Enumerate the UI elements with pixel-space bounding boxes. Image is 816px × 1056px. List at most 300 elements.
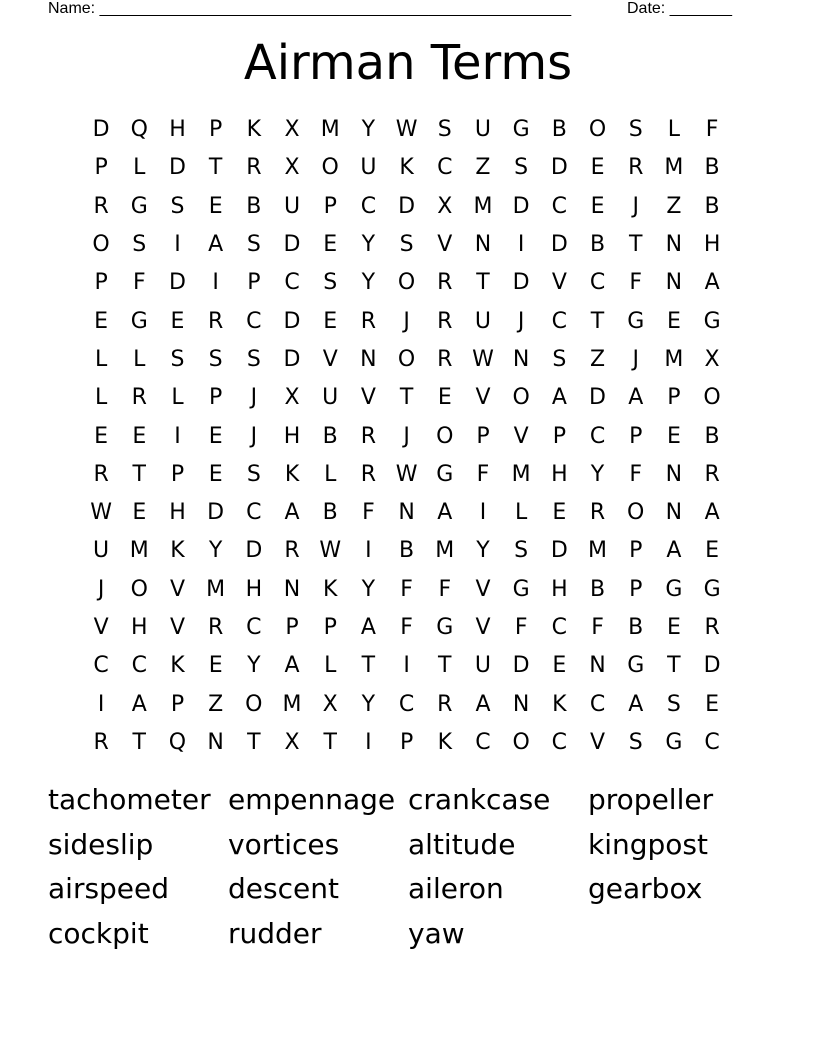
grid-letter[interactable]: S <box>246 461 261 487</box>
grid-letter[interactable]: H <box>551 576 568 602</box>
grid-letter[interactable]: Q <box>130 117 148 143</box>
grid-letter[interactable]: U <box>474 308 492 334</box>
grid-letter[interactable]: X <box>322 691 338 717</box>
grid-letter[interactable]: G <box>130 308 148 334</box>
word-list-item: tachometer <box>48 783 211 816</box>
grid-letter[interactable]: Y <box>208 538 223 564</box>
grid-letter[interactable]: U <box>283 193 301 219</box>
grid-letter[interactable]: M <box>435 538 455 564</box>
grid-letter[interactable]: Y <box>590 461 605 487</box>
grid-letter[interactable]: V <box>475 615 491 640</box>
grid-letter[interactable]: R <box>246 155 262 181</box>
grid-letter[interactable]: M <box>206 576 226 602</box>
grid-row <box>82 456 732 494</box>
grid-letter[interactable]: U <box>322 385 339 411</box>
grid-letter[interactable]: O <box>130 576 148 602</box>
grid-letter[interactable]: T <box>361 653 376 679</box>
grid-letter[interactable]: S <box>170 346 185 372</box>
grid-letter[interactable]: P <box>476 423 490 449</box>
date-field[interactable]: Date: _______ <box>627 0 732 17</box>
grid-letter[interactable]: G <box>436 615 454 640</box>
grid-letter[interactable]: P <box>667 385 681 411</box>
grid-letter[interactable]: B <box>246 193 262 219</box>
grid-letter[interactable]: V <box>169 576 185 602</box>
grid-letter[interactable]: E <box>590 155 605 181</box>
grid-letter[interactable]: B <box>589 576 606 602</box>
grid-letter[interactable]: J <box>632 193 639 219</box>
page-title: Airman Terms <box>243 35 573 91</box>
grid-letter[interactable]: N <box>589 653 606 679</box>
grid-letter[interactable]: N <box>512 346 530 372</box>
grid-letter[interactable]: M <box>511 461 531 487</box>
grid-letter[interactable]: C <box>398 691 415 717</box>
letter-grid <box>82 111 732 762</box>
grid-letter[interactable]: B <box>399 538 415 564</box>
grid-letter[interactable]: X <box>284 729 300 755</box>
grid-letter[interactable]: P <box>94 155 108 181</box>
grid-letter[interactable]: N <box>665 461 683 487</box>
grid-letter[interactable]: Q <box>168 729 187 755</box>
grid-letter[interactable]: S <box>666 691 681 717</box>
grid-letter[interactable]: R <box>360 423 377 449</box>
grid-letter[interactable]: T <box>628 232 643 258</box>
grid-letter[interactable]: X <box>704 346 720 372</box>
grid-letter[interactable]: A <box>551 385 567 411</box>
grid-letter[interactable]: R <box>93 193 109 219</box>
grid-letter[interactable]: E <box>94 423 109 449</box>
grid-letter[interactable]: Z <box>208 691 224 717</box>
grid-letter[interactable]: U <box>360 155 377 181</box>
grid-letter[interactable]: K <box>323 576 338 602</box>
grid-letter[interactable]: C <box>589 423 606 449</box>
grid-letter[interactable]: I <box>365 729 372 755</box>
grid-letter[interactable]: O <box>397 346 416 372</box>
grid-letter[interactable]: Y <box>361 691 376 717</box>
grid-letter[interactable]: F <box>705 117 719 143</box>
grid-letter[interactable]: E <box>590 193 605 219</box>
grid-letter[interactable]: W <box>395 461 418 487</box>
grid-letter[interactable]: O <box>436 423 454 449</box>
grid-letter[interactable]: T <box>438 653 452 679</box>
grid-letter[interactable]: G <box>627 308 645 334</box>
grid-letter[interactable]: Y <box>476 538 490 564</box>
grid-letter[interactable]: R <box>437 270 453 296</box>
grid-letter[interactable]: B <box>704 193 720 219</box>
grid-letter[interactable]: E <box>437 385 452 411</box>
grid-letter[interactable]: I <box>517 232 525 258</box>
grid-letter[interactable]: F <box>514 615 528 640</box>
grid-letter[interactable]: C <box>704 729 720 755</box>
grid-letter[interactable]: K <box>437 729 452 755</box>
grid-letter[interactable]: K <box>552 691 567 717</box>
grid-letter[interactable]: P <box>629 538 643 564</box>
grid-letter[interactable]: S <box>323 270 338 296</box>
grid-letter[interactable]: E <box>666 615 681 640</box>
word-list-item: yaw <box>408 917 465 951</box>
grid-letter[interactable]: U <box>93 538 110 564</box>
grid-letter[interactable]: C <box>131 653 147 679</box>
grid-letter[interactable]: S <box>514 155 529 181</box>
grid-letter[interactable]: N <box>360 346 377 372</box>
grid-letter[interactable]: B <box>551 117 567 143</box>
grid-letter[interactable]: M <box>473 193 493 219</box>
grid-letter[interactable]: R <box>628 155 644 181</box>
grid-letter[interactable]: O <box>397 270 416 296</box>
grid-letter[interactable]: O <box>588 117 607 143</box>
grid-letter[interactable]: N <box>665 500 683 526</box>
grid-letter[interactable]: F <box>476 461 490 487</box>
grid-letter[interactable]: P <box>209 117 223 143</box>
grid-letter[interactable]: H <box>283 423 301 449</box>
grid-letter[interactable]: D <box>550 155 568 181</box>
grid-row <box>82 532 732 570</box>
grid-letter[interactable]: G <box>665 729 683 755</box>
grid-letter[interactable]: W <box>90 500 112 526</box>
grid-letter[interactable]: P <box>399 729 414 755</box>
grid-letter[interactable]: C <box>589 270 606 296</box>
grid-letter[interactable]: G <box>703 576 721 602</box>
grid-letter[interactable]: E <box>208 423 223 449</box>
grid-letter[interactable]: C <box>284 270 300 296</box>
grid-letter[interactable]: X <box>284 155 300 181</box>
grid-letter[interactable]: D <box>512 270 530 296</box>
grid-letter[interactable]: V <box>360 385 376 411</box>
grid-letter[interactable]: K <box>284 461 300 487</box>
grid-letter[interactable]: W <box>395 117 418 143</box>
grid-letter[interactable]: F <box>629 461 643 487</box>
grid-letter[interactable]: H <box>245 576 263 602</box>
grid-letter[interactable]: O <box>92 232 110 258</box>
grid-letter[interactable]: R <box>208 615 224 640</box>
grid-letter[interactable]: I <box>212 270 219 296</box>
grid-letter[interactable]: X <box>437 193 453 219</box>
grid-letter[interactable]: H <box>169 500 186 526</box>
grid-letter[interactable]: C <box>475 729 491 755</box>
grid-letter[interactable]: D <box>283 346 301 372</box>
grid-letter[interactable]: I <box>174 423 181 449</box>
word-list <box>48 778 768 957</box>
grid-letter[interactable]: T <box>476 270 490 296</box>
grid-letter[interactable]: K <box>170 653 185 679</box>
grid-letter[interactable]: A <box>360 615 376 640</box>
grid-letter[interactable]: N <box>665 232 683 258</box>
grid-letter[interactable]: E <box>132 423 147 449</box>
grid-letter[interactable]: U <box>474 117 492 143</box>
grid-letter[interactable]: D <box>283 232 301 258</box>
grid-letter[interactable]: G <box>436 461 454 487</box>
grid-letter[interactable]: J <box>250 423 258 449</box>
grid-letter[interactable]: D <box>398 193 416 219</box>
grid-letter[interactable]: J <box>250 385 258 411</box>
grid-letter[interactable]: C <box>246 615 262 640</box>
grid-letter[interactable]: G <box>130 193 148 219</box>
grid-row <box>82 149 732 187</box>
grid-letter[interactable]: A <box>208 232 224 258</box>
grid-letter[interactable]: W <box>472 346 494 372</box>
grid-letter[interactable]: R <box>360 308 377 334</box>
grid-letter[interactable]: D <box>283 308 301 334</box>
grid-letter[interactable]: J <box>632 346 639 372</box>
grid-letter[interactable]: A <box>475 691 491 717</box>
grid-letter[interactable]: F <box>591 615 604 640</box>
grid-letter[interactable]: D <box>550 232 568 258</box>
grid-letter[interactable]: C <box>360 193 377 219</box>
grid-letter[interactable]: A <box>628 691 644 717</box>
grid-letter[interactable]: E <box>208 461 223 487</box>
grid-letter[interactable]: P <box>552 423 566 449</box>
grid-letter[interactable]: D <box>168 270 186 296</box>
grid-letter[interactable]: O <box>245 691 263 717</box>
grid-letter[interactable]: N <box>283 576 301 602</box>
grid-letter[interactable]: S <box>437 117 452 143</box>
grid-letter[interactable]: M <box>129 538 149 564</box>
grid-letter[interactable]: R <box>704 615 720 640</box>
grid-letter[interactable]: I <box>403 653 410 679</box>
grid-letter[interactable]: I <box>174 232 181 258</box>
grid-letter[interactable]: C <box>93 653 109 679</box>
grid-letter[interactable]: N <box>474 232 492 258</box>
grid-letter[interactable]: P <box>629 423 643 449</box>
grid-letter[interactable]: O <box>321 155 339 181</box>
grid-letter[interactable]: J <box>403 308 410 334</box>
grid-letter[interactable]: H <box>551 461 568 487</box>
grid-letter[interactable]: C <box>551 193 568 219</box>
grid-letter[interactable]: X <box>284 385 300 411</box>
grid-letter[interactable]: E <box>552 500 567 526</box>
grid-letter[interactable]: S <box>514 538 529 564</box>
grid-letter[interactable]: C <box>246 500 262 526</box>
grid-letter[interactable]: E <box>132 500 147 526</box>
grid-letter[interactable]: P <box>247 270 261 296</box>
grid-letter[interactable]: R <box>284 538 300 564</box>
grid-letter[interactable]: V <box>169 615 185 640</box>
grid-letter[interactable]: K <box>399 155 414 181</box>
grid-letter[interactable]: L <box>515 500 528 526</box>
grid-letter[interactable]: R <box>437 308 453 334</box>
grid-letter[interactable]: P <box>285 615 299 640</box>
grid-letter[interactable]: K <box>246 117 262 143</box>
grid-letter[interactable]: T <box>132 461 146 487</box>
grid-letter[interactable]: E <box>666 308 681 334</box>
grid-letter[interactable]: A <box>704 270 720 296</box>
grid-letter[interactable]: D <box>589 385 606 411</box>
grid-letter[interactable]: G <box>627 653 645 679</box>
grid-letter[interactable]: L <box>667 117 681 143</box>
grid-letter[interactable]: T <box>132 729 146 755</box>
grid-letter[interactable]: L <box>94 385 108 411</box>
grid-letter[interactable]: L <box>133 346 146 372</box>
grid-letter[interactable]: S <box>628 117 643 143</box>
grid-letter[interactable]: V <box>93 615 109 640</box>
grid-letter[interactable]: L <box>171 385 184 411</box>
grid-letter[interactable]: L <box>324 653 337 679</box>
grid-letter[interactable]: Z <box>666 193 682 219</box>
grid-letter[interactable]: T <box>208 155 223 181</box>
grid-letter[interactable]: F <box>438 576 452 602</box>
grid-letter[interactable]: O <box>627 500 645 526</box>
grid-letter[interactable]: E <box>323 232 338 258</box>
grid-letter[interactable]: I <box>97 691 105 717</box>
grid-letter[interactable]: R <box>131 385 147 411</box>
grid-letter[interactable]: X <box>284 117 300 143</box>
grid-letter[interactable]: B <box>322 500 338 526</box>
grid-letter[interactable]: V <box>513 423 529 449</box>
grid-letter[interactable]: D <box>207 500 225 526</box>
grid-letter[interactable]: A <box>704 500 720 526</box>
grid-letter[interactable]: G <box>665 576 683 602</box>
grid-letter[interactable]: E <box>705 538 720 564</box>
grid-letter[interactable]: H <box>703 232 721 258</box>
grid-letter[interactable]: V <box>475 385 491 411</box>
grid-letter[interactable]: A <box>131 691 147 717</box>
grid-letter[interactable]: I <box>365 538 372 564</box>
grid-letter[interactable]: C <box>551 729 568 755</box>
grid-letter[interactable]: E <box>552 653 567 679</box>
grid-letter[interactable]: K <box>170 538 185 564</box>
grid-letter[interactable]: P <box>323 615 337 640</box>
grid-letter[interactable]: H <box>169 117 186 143</box>
grid-letter[interactable]: Y <box>361 270 376 296</box>
grid-letter[interactable]: C <box>551 308 568 334</box>
grid-letter[interactable]: F <box>629 270 643 296</box>
grid-letter[interactable]: N <box>512 691 530 717</box>
grid-letter[interactable]: J <box>403 423 410 449</box>
grid-letter[interactable]: N <box>207 729 224 755</box>
grid-letter[interactable]: S <box>552 346 567 372</box>
grid-letter[interactable]: V <box>322 346 338 372</box>
grid-letter[interactable]: P <box>170 691 185 717</box>
name-field[interactable]: Name: _____________________________________________________ <box>48 0 572 17</box>
grid-letter[interactable]: T <box>247 729 261 755</box>
grid-letter[interactable]: C <box>246 308 262 334</box>
grid-letter[interactable]: E <box>94 308 109 334</box>
grid-letter[interactable]: D <box>512 653 530 679</box>
grid-letter[interactable]: B <box>704 155 720 181</box>
grid-letter[interactable]: P <box>94 270 108 296</box>
grid-letter[interactable]: Y <box>361 117 376 143</box>
grid-letter[interactable]: Y <box>361 232 376 258</box>
grid-letter[interactable]: D <box>168 155 186 181</box>
grid-letter[interactable]: E <box>705 691 720 717</box>
grid-letter[interactable]: Y <box>247 653 261 679</box>
grid-letter[interactable]: T <box>590 308 605 334</box>
grid-letter[interactable]: L <box>133 155 146 181</box>
grid-letter[interactable]: S <box>628 729 643 755</box>
grid-letter[interactable]: E <box>666 423 681 449</box>
grid-letter[interactable]: G <box>512 117 530 143</box>
grid-letter[interactable]: S <box>246 346 261 372</box>
grid-letter[interactable]: T <box>667 653 681 679</box>
grid-letter[interactable]: D <box>245 538 263 564</box>
grid-letter[interactable]: M <box>282 691 302 717</box>
grid-letter[interactable]: E <box>208 193 223 219</box>
grid-letter[interactable]: P <box>209 385 223 411</box>
grid-letter[interactable]: J <box>97 576 105 602</box>
grid-letter[interactable]: C <box>437 155 453 181</box>
grid-letter[interactable]: O <box>512 385 530 411</box>
grid-letter[interactable]: G <box>512 576 530 602</box>
grid-letter[interactable]: C <box>589 691 606 717</box>
grid-letter[interactable]: C <box>551 615 568 640</box>
grid-letter[interactable]: Y <box>361 576 376 602</box>
grid-letter[interactable]: P <box>323 193 337 219</box>
grid-letter[interactable]: E <box>208 653 223 679</box>
grid-letter[interactable]: L <box>94 346 108 372</box>
grid-letter[interactable]: B <box>704 423 720 449</box>
grid-letter[interactable]: S <box>399 232 414 258</box>
grid-letter[interactable]: M <box>320 117 340 143</box>
grid-letter[interactable]: R <box>437 691 453 717</box>
grid-letter[interactable]: A <box>284 653 300 679</box>
grid-letter[interactable]: Z <box>475 155 491 181</box>
grid-letter[interactable]: V <box>475 576 491 602</box>
grid-letter[interactable]: B <box>628 615 644 640</box>
grid-letter[interactable]: F <box>400 615 413 640</box>
grid-letter[interactable]: D <box>703 653 721 679</box>
grid-letter[interactable]: V <box>437 232 453 258</box>
grid-letter[interactable]: V <box>551 270 567 296</box>
grid-letter[interactable]: T <box>399 385 414 411</box>
grid-letter[interactable]: M <box>664 155 684 181</box>
grid-letter[interactable]: O <box>703 385 721 411</box>
grid-letter[interactable]: Z <box>589 346 606 372</box>
grid-letter[interactable]: A <box>666 538 682 564</box>
grid-letter[interactable]: R <box>589 500 606 526</box>
grid-letter[interactable]: R <box>208 308 224 334</box>
grid-letter[interactable]: P <box>629 576 643 602</box>
grid-letter[interactable]: A <box>628 385 644 411</box>
grid-letter[interactable]: R <box>360 461 377 487</box>
grid-letter[interactable]: A <box>437 500 453 526</box>
grid-letter[interactable]: R <box>437 346 453 372</box>
grid-letter[interactable]: F <box>400 576 413 602</box>
grid-letter[interactable]: O <box>512 729 530 755</box>
grid-letter[interactable]: F <box>132 270 146 296</box>
grid-letter[interactable]: V <box>590 729 606 755</box>
grid-letter[interactable]: D <box>550 538 568 564</box>
grid-letter[interactable]: R <box>704 461 720 487</box>
grid-letter[interactable]: T <box>323 729 337 755</box>
grid-letter[interactable]: D <box>512 193 530 219</box>
grid-letter[interactable]: J <box>517 308 525 334</box>
grid-letter[interactable]: F <box>362 500 375 526</box>
grid-letter[interactable]: M <box>664 346 684 372</box>
grid-letter[interactable]: D <box>92 117 110 143</box>
grid-letter[interactable]: E <box>170 308 185 334</box>
grid-letter[interactable]: S <box>246 232 261 258</box>
grid-letter[interactable]: U <box>474 653 492 679</box>
grid-letter[interactable]: R <box>93 461 109 487</box>
grid-letter[interactable]: B <box>322 423 338 449</box>
grid-letter[interactable]: R <box>93 729 109 755</box>
grid-row <box>82 226 732 264</box>
grid-letter[interactable]: L <box>324 461 337 487</box>
grid-letter[interactable]: S <box>132 232 147 258</box>
grid-letter[interactable]: E <box>323 308 338 334</box>
grid-letter[interactable]: G <box>703 308 721 334</box>
grid-letter[interactable]: P <box>170 461 185 487</box>
grid-letter[interactable]: S <box>208 346 223 372</box>
grid-letter[interactable]: N <box>665 270 683 296</box>
grid-letter[interactable]: I <box>479 500 487 526</box>
grid-letter[interactable]: B <box>589 232 606 258</box>
grid-letter[interactable]: M <box>588 538 608 564</box>
grid-letter[interactable]: W <box>319 538 342 564</box>
grid-letter[interactable]: N <box>398 500 415 526</box>
grid-letter[interactable]: A <box>284 500 300 526</box>
grid-letter[interactable]: H <box>131 615 148 640</box>
grid-letter[interactable]: S <box>170 193 185 219</box>
